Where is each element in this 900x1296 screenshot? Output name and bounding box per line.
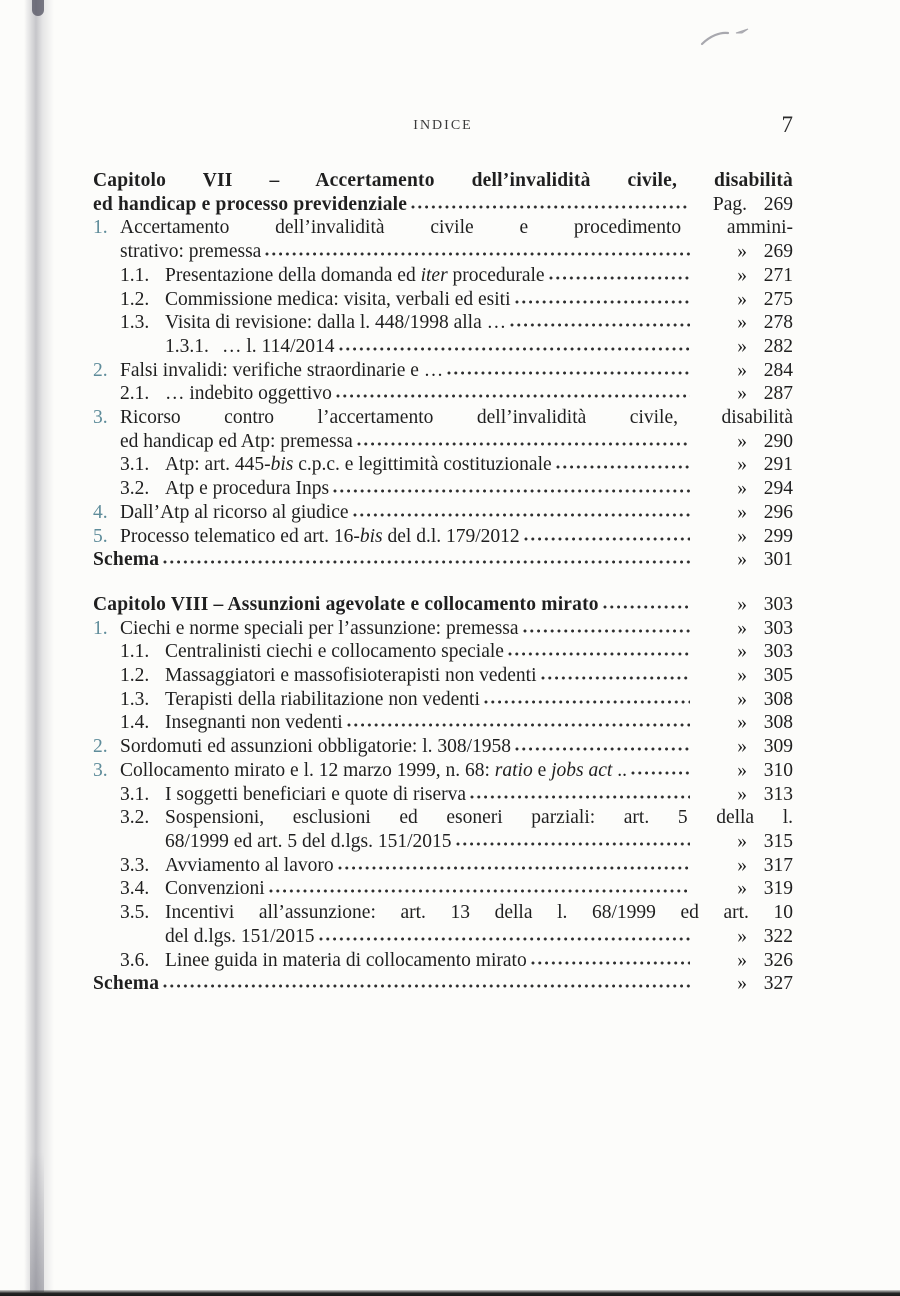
entry-text-run: … indebito oggettivo <box>165 383 332 405</box>
entry-number: 4. <box>93 501 108 523</box>
ditto-mark: » <box>737 665 747 687</box>
toc-row <box>93 877 793 901</box>
entry-text <box>120 617 519 641</box>
ditto-mark: » <box>737 312 747 334</box>
pen-mark <box>698 24 762 48</box>
dot-leader <box>163 974 690 989</box>
entry-number: 3.5. <box>120 902 150 924</box>
dot-leader <box>333 479 690 494</box>
entry-number: 1.4. <box>120 712 150 734</box>
dot-leader <box>484 690 690 705</box>
entry-text <box>165 453 552 477</box>
toc-row <box>93 949 793 973</box>
entry-text-run: Sordomuti ed assunzioni obbligatorie: l. 308/1958 <box>120 736 512 758</box>
entry-number: 1.3. <box>120 688 150 710</box>
entry-text <box>165 806 793 830</box>
ditto-mark: » <box>737 264 747 286</box>
toc-row <box>93 854 793 878</box>
dot-leader <box>631 761 690 776</box>
entry-page-number: 301 <box>763 549 793 571</box>
ditto-mark: » <box>737 973 747 995</box>
page-abbrev: Pag. <box>712 193 747 215</box>
table-of-contents <box>93 169 793 996</box>
entry-page-number: 305 <box>763 665 793 687</box>
dot-leader <box>357 432 690 447</box>
entry-number: 2. <box>93 359 108 381</box>
entry-page-number: 303 <box>763 617 793 639</box>
entry-text-run: Capitolo VIII – Assunzioni agevolate e collocamento mirato <box>93 593 599 615</box>
entry-page-number: 290 <box>763 430 793 452</box>
entry-text <box>93 593 599 617</box>
entry-page-number: 291 <box>763 454 793 476</box>
entry-number: 2. <box>93 736 108 758</box>
entry-text-run: Visita di revisione: dalla l. 448/1998 alla … <box>165 312 507 334</box>
toc-row <box>93 711 793 735</box>
dot-leader <box>531 951 690 966</box>
toc-chapter-row <box>93 193 793 217</box>
dot-leader <box>319 927 691 942</box>
ditto-mark: » <box>737 830 747 852</box>
ditto-mark: » <box>737 525 747 547</box>
entry-text <box>165 288 511 312</box>
entry-page-number: 269 <box>763 241 793 263</box>
entry-text-run: Centralinisti ciechi e collocamento speciale <box>165 641 504 663</box>
entry-text-run: 68/1999 ed art. 5 del d.lgs. 151/2015 <box>165 830 452 852</box>
entry-text <box>165 830 452 854</box>
entry-text-run: Presentazione della domanda ed <box>165 264 421 286</box>
entry-number: 1.1. <box>120 264 150 286</box>
dot-leader <box>541 666 690 681</box>
toc-row <box>93 501 793 525</box>
dot-leader <box>456 832 690 847</box>
entry-page-number: 284 <box>763 359 793 381</box>
entry-number: 1. <box>93 617 108 639</box>
ditto-mark: » <box>737 359 747 381</box>
entry-page-number: 308 <box>763 688 793 710</box>
entry-text-run: Ricorso contro l’accertamento dell’invalidità civile, disabilità <box>120 407 793 429</box>
toc-row <box>93 640 793 664</box>
entry-page-number: 315 <box>763 830 793 852</box>
entry-text <box>93 548 159 572</box>
entry-text <box>120 501 349 525</box>
dot-leader <box>338 856 690 871</box>
ditto-mark: » <box>737 759 747 781</box>
entry-text <box>165 688 480 712</box>
entry-text-run: … l. 114/2014 <box>222 335 335 357</box>
entry-page-number: 322 <box>763 925 793 947</box>
ditto-mark: » <box>737 593 747 615</box>
entry-text <box>120 216 793 240</box>
entry-text-run: Accertamento dell’invalidità civile e procedimento ammini- <box>120 217 793 239</box>
page-content <box>93 112 793 996</box>
dot-leader <box>524 527 690 542</box>
entry-text-italic-run: bis <box>359 525 383 547</box>
entry-number: 3.6. <box>120 949 150 971</box>
entry-text-run: Collocamento mirato e l. 12 marzo 1999, n. 68: <box>120 759 495 781</box>
ditto-mark: » <box>737 783 747 805</box>
entry-text-run: del d.lgs. 151/2015 <box>165 925 315 947</box>
entry-page-number: 269 <box>763 193 793 215</box>
entry-text <box>120 430 353 454</box>
ditto-mark: » <box>737 878 747 900</box>
toc-row <box>93 664 793 688</box>
toc-row <box>93 477 793 501</box>
entry-text-run: Dall’Atp al ricorso al giudice <box>120 501 349 523</box>
ditto-mark: » <box>737 430 747 452</box>
entry-text-run: Linee guida in materia di collocamento mirato <box>165 949 527 971</box>
dot-leader <box>515 290 690 305</box>
ditto-mark: » <box>737 949 747 971</box>
entry-number: 3.1. <box>120 783 150 805</box>
entry-text-run: Avviamento al lavoro <box>165 854 334 876</box>
entry-text <box>165 854 334 878</box>
toc-chapter-row <box>93 593 793 617</box>
toc-row <box>93 430 793 454</box>
entry-text-run: strativo: premessa <box>120 241 262 263</box>
entry-number: 3.2. <box>120 807 150 829</box>
entry-number: 1.3.1. <box>165 335 209 357</box>
entry-page-number: 309 <box>763 736 793 758</box>
toc-row <box>93 311 793 335</box>
ditto-mark: » <box>737 501 747 523</box>
entry-text <box>165 901 793 925</box>
entry-number: 2.1. <box>120 383 150 405</box>
entry-page-number: 317 <box>763 854 793 876</box>
entry-page-number: 310 <box>763 759 793 781</box>
entry-text-run: Sospensioni, esclusioni ed esoneri parziali: art. 5 della l. <box>165 807 793 829</box>
toc-row <box>93 688 793 712</box>
entry-text <box>93 169 793 193</box>
entry-text-italic-run: bis <box>270 454 294 476</box>
entry-text <box>165 664 537 688</box>
entry-page-number: 319 <box>763 878 793 900</box>
entry-text-run: Atp e procedura Inps <box>165 478 330 500</box>
dot-leader <box>265 242 690 257</box>
entry-text-run: Atp: art. 445- <box>165 454 271 476</box>
entry-text <box>120 735 511 759</box>
toc-row <box>93 216 793 240</box>
entry-page-number: 294 <box>763 478 793 500</box>
entry-text <box>93 193 407 217</box>
scan-bottom-edge <box>0 1290 900 1296</box>
entry-text <box>222 335 335 359</box>
dot-leader <box>470 785 690 800</box>
entry-text-run: del d.l. 179/2012 <box>382 525 520 547</box>
entry-number: 1. <box>93 217 108 239</box>
entry-page-number: 271 <box>763 264 793 286</box>
entry-number: 3. <box>93 407 108 429</box>
entry-text-run: ed handicap e processo previdenziale <box>93 193 408 215</box>
dot-leader <box>523 619 690 634</box>
toc-row <box>93 264 793 288</box>
binding-shadow <box>24 0 54 1296</box>
ditto-mark: » <box>737 688 747 710</box>
entry-text-run: Falsi invalidi: verifiche straordinarie e … <box>120 359 444 381</box>
entry-text-run: c.p.c. e legittimità costituzionale <box>293 454 552 476</box>
ditto-mark: » <box>737 383 747 405</box>
ditto-mark: » <box>737 335 747 357</box>
ditto-mark: » <box>737 641 747 663</box>
toc-row <box>93 735 793 759</box>
entry-number: 5. <box>93 525 108 547</box>
entry-page-number: 327 <box>763 973 793 995</box>
dot-leader <box>510 313 690 328</box>
entry-text <box>165 711 343 735</box>
running-title: INDICE <box>413 118 473 133</box>
entry-text-run: Schema <box>93 549 160 571</box>
entry-text-run: Ciechi e norme speciali per l’assunzione: premessa <box>120 617 519 639</box>
dot-leader <box>603 595 690 610</box>
entry-text-run: Commissione medica: visita, verbali ed esiti <box>165 288 511 310</box>
dot-leader <box>549 266 690 281</box>
entry-number: 1.3. <box>120 312 150 334</box>
ditto-mark: » <box>737 617 747 639</box>
entry-page-number: 278 <box>763 312 793 334</box>
entry-text-run: Capitolo VII – Accertamento dell’invalidità civile, disabilità <box>93 170 793 191</box>
ditto-mark: » <box>737 925 747 947</box>
entry-text <box>165 877 265 901</box>
entry-text <box>165 477 329 501</box>
toc-row <box>93 359 793 383</box>
toc-row <box>93 759 793 783</box>
entry-number: 3.3. <box>120 854 150 876</box>
ditto-mark: » <box>737 241 747 263</box>
dot-leader <box>353 503 690 518</box>
toc-row <box>93 240 793 264</box>
entry-text <box>165 264 545 288</box>
entry-page-number: 308 <box>763 712 793 734</box>
dot-leader <box>447 361 690 376</box>
entry-page-number: 326 <box>763 949 793 971</box>
dot-leader <box>163 550 690 565</box>
dot-leader <box>336 384 690 399</box>
entry-text <box>120 406 793 430</box>
entry-text <box>165 925 315 949</box>
entry-page-number: 296 <box>763 501 793 523</box>
ditto-mark: » <box>737 454 747 476</box>
entry-text <box>93 972 159 996</box>
toc-schema-row <box>93 548 793 572</box>
dot-leader <box>411 195 690 210</box>
toc-row <box>93 525 793 549</box>
page-number: 7 <box>781 112 793 137</box>
entry-text <box>165 382 332 406</box>
entry-number: 3. <box>93 759 108 781</box>
entry-text <box>120 525 520 549</box>
dot-leader <box>508 642 690 657</box>
entry-text-run: .. <box>612 759 627 781</box>
entry-text-run: Massaggiatori e massofisioterapisti non vedenti <box>165 665 537 687</box>
toc-row <box>93 783 793 807</box>
dot-leader <box>556 455 690 470</box>
toc-row <box>93 335 793 359</box>
toc-row <box>93 617 793 641</box>
dot-leader <box>269 879 690 894</box>
toc-chapter-row <box>93 169 793 193</box>
dot-leader <box>339 337 691 352</box>
entry-number: 3.4. <box>120 878 150 900</box>
toc-row <box>93 453 793 477</box>
toc-row <box>93 925 793 949</box>
entry-text-run: procedurale <box>447 264 545 286</box>
entry-page-number: 282 <box>763 335 793 357</box>
dot-leader <box>347 713 690 728</box>
entry-number: 1.2. <box>120 288 150 310</box>
entry-text <box>165 949 527 973</box>
ditto-mark: » <box>737 549 747 571</box>
toc-row <box>93 382 793 406</box>
entry-text <box>165 783 466 807</box>
entry-text-run: Insegnanti non vedenti <box>165 712 343 734</box>
entry-text <box>165 311 506 335</box>
entry-number: 3.2. <box>120 478 150 500</box>
entry-text-italic-run: iter <box>420 264 448 286</box>
toc-row <box>93 901 793 925</box>
toc-schema-row <box>93 972 793 996</box>
entry-number: 1.1. <box>120 641 150 663</box>
toc-row <box>93 406 793 430</box>
entry-text-run: e <box>532 759 552 781</box>
toc-row <box>93 830 793 854</box>
entry-text-run: Convenzioni <box>165 878 265 900</box>
entry-text-run: I soggetti beneficiari e quote di riserva <box>165 783 467 805</box>
entry-number: 3.1. <box>120 454 150 476</box>
entry-text-run: Processo telematico ed art. 16- <box>120 525 360 547</box>
entry-number: 1.2. <box>120 665 150 687</box>
entry-text-italic-run: jobs act <box>551 759 613 781</box>
running-head <box>93 112 793 138</box>
entry-text <box>165 640 504 664</box>
ditto-mark: » <box>737 736 747 758</box>
entry-text-run: Incentivi all’assunzione: art. 13 della l. 68/1999 ed art. 10 <box>165 902 793 924</box>
entry-text <box>120 759 627 783</box>
ditto-mark: » <box>737 712 747 734</box>
entry-text <box>120 359 443 383</box>
toc-row <box>93 806 793 830</box>
entry-page-number: 303 <box>763 641 793 663</box>
ditto-mark: » <box>737 288 747 310</box>
entry-text <box>120 240 261 264</box>
entry-page-number: 287 <box>763 383 793 405</box>
entry-page-number: 275 <box>763 288 793 310</box>
ditto-mark: » <box>737 478 747 500</box>
entry-text-run: Schema <box>93 973 160 995</box>
entry-page-number: 299 <box>763 525 793 547</box>
entry-text-run: ed handicap ed Atp: premessa <box>120 430 353 452</box>
ditto-mark: » <box>737 854 747 876</box>
entry-page-number: 303 <box>763 593 793 615</box>
entry-text-italic-run: ratio <box>494 759 533 781</box>
entry-page-number: 313 <box>763 783 793 805</box>
dot-leader <box>515 737 690 752</box>
toc-row <box>93 288 793 312</box>
entry-text-run: Terapisti della riabilitazione non vedenti <box>165 688 480 710</box>
